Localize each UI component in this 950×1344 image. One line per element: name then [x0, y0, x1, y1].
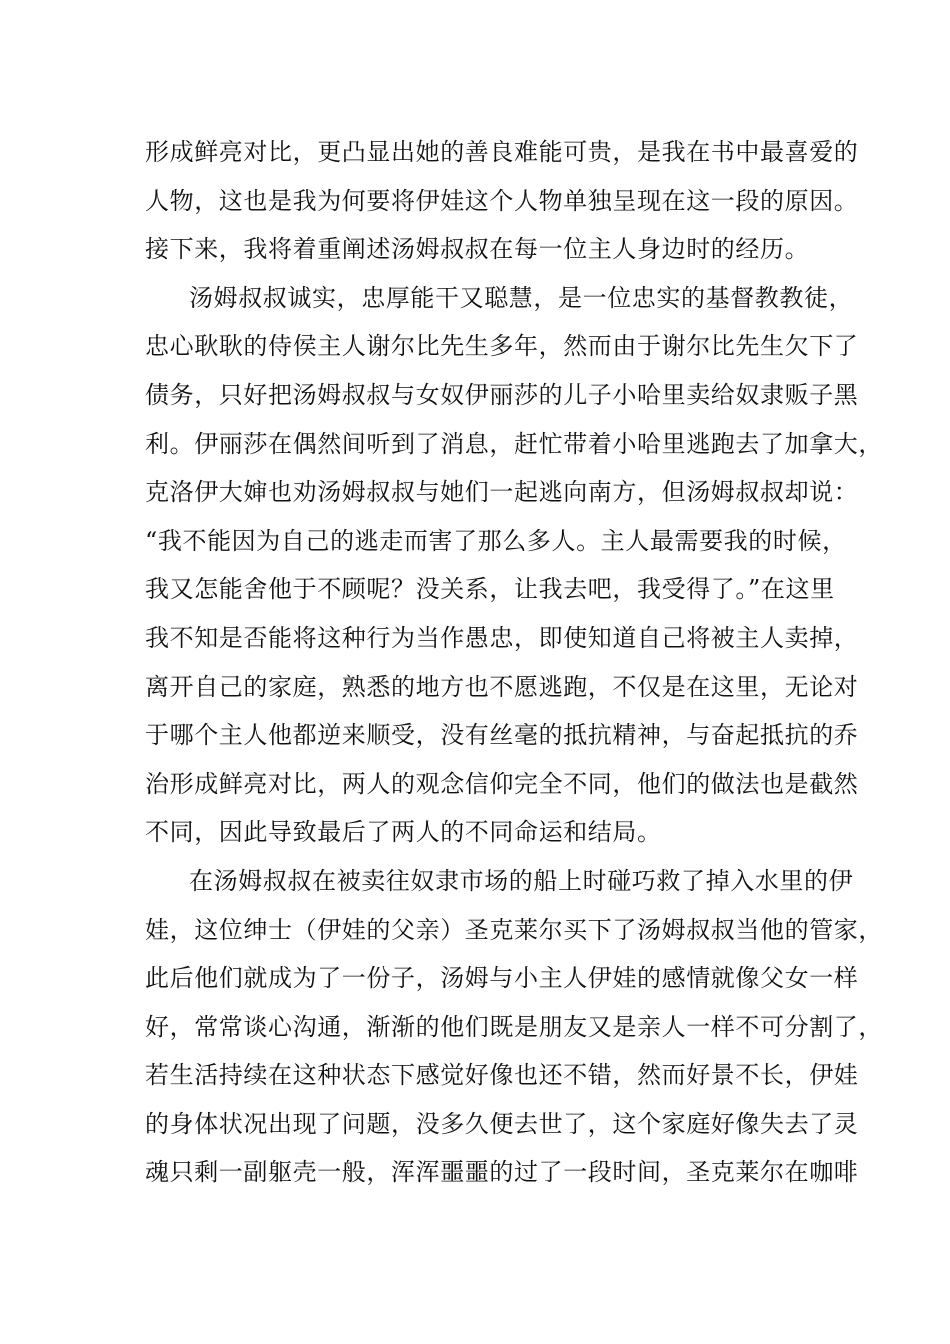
- text-line: 我不知是否能将这种行为当作愚忠，即使知道自己将被主人卖掉，: [145, 623, 859, 652]
- text-line: 我又怎能舍他于不顾呢？没关系，让我去吧，我受得了。”在这里: [145, 575, 835, 604]
- paragraph-first-line: 汤姆叔叔诚实，忠厚能干又聪慧，是一位忠实的基督教教徒，: [189, 283, 854, 312]
- text-line: 若生活持续在这种状态下感觉好像也还不错，然而好景不长，伊娃: [145, 1061, 859, 1090]
- text-line: 离开自己的家庭，熟悉的地方也不愿逃跑，不仅是在这里，无论对: [145, 672, 859, 701]
- text-line: 不同，因此导致最后了两人的不同命运和结局。: [145, 818, 662, 847]
- text-line: 此后他们就成为了一份子，汤姆与小主人伊娃的感情就像父女一样: [145, 964, 859, 993]
- text-line: “我不能因为自己的逃走而害了那么多人。主人最需要我的时候，: [145, 526, 847, 555]
- text-line: 于哪个主人他都逆来顺受，没有丝毫的抵抗精神，与奋起抵抗的乔: [145, 721, 859, 750]
- paragraph-first-line: 在汤姆叔叔在被卖往奴隶市场的船上时碰巧救了掉入水里的伊: [189, 866, 854, 895]
- text-line: 娃，这位绅士（伊娃的父亲）圣克莱尔买下了汤姆叔叔当他的管家，: [145, 915, 883, 944]
- text-line: 的身体状况出现了问题，没多久便去世了，这个家庭好像失去了灵: [145, 1109, 859, 1138]
- text-line: 债务，只好把汤姆叔叔与女奴伊丽莎的儿子小哈里卖给奴隶贩子黑: [145, 380, 859, 409]
- text-line: 忠心耿耿的侍侯主人谢尔比先生多年，然而由于谢尔比先生欠下了: [145, 332, 859, 361]
- text-line: 人物，这也是我为何要将伊娃这个人物单独呈现在这一段的原因。: [145, 186, 859, 215]
- text-line: 克洛伊大婶也劝汤姆叔叔与她们一起逃向南方，但汤姆叔叔却说：: [145, 478, 859, 507]
- text-line: 治形成鲜亮对比，两人的观念信仰完全不同，他们的做法也是截然: [145, 769, 859, 798]
- text-line: 魂只剩一副躯壳一般，浑浑噩噩的过了一段时间，圣克莱尔在咖啡: [145, 1158, 859, 1187]
- text-line: 接下来，我将着重阐述汤姆叔叔在每一位主人身边时的经历。: [145, 235, 810, 264]
- text-line: 好，常常谈心沟通，渐渐的他们既是朋友又是亲人一样不可分割了，: [145, 1012, 883, 1041]
- body-text: [145, 128, 883, 1197]
- text-line: 利。伊丽莎在偶然间听到了消息，赶忙带着小哈里逃跑去了加拿大，: [145, 429, 883, 458]
- text-line: 形成鲜亮对比，更凸显出她的善良难能可贵，是我在书中最喜爱的: [145, 138, 859, 166]
